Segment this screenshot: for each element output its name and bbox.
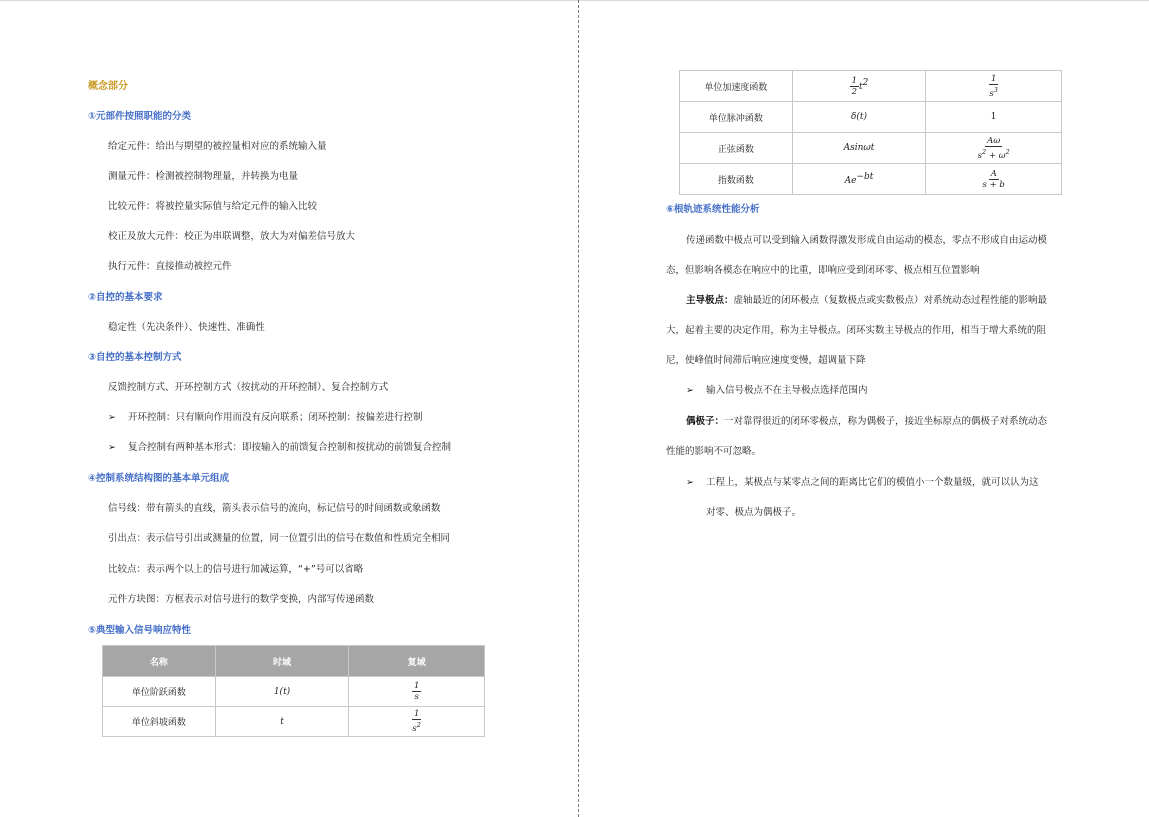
sec1-item: 校正及放大元件：校正为串联调整，放大为对偏差信号放大 — [108, 231, 356, 242]
sec2-text: 稳定性（先决条件）、快速性、准确性 — [108, 322, 265, 333]
heading-sec4: ④控制系统结构图的基本单元组成 — [88, 473, 230, 484]
cell-name: 指数函数 — [680, 164, 793, 195]
table-row — [680, 71, 1062, 102]
section-title: 概念部分 — [88, 81, 128, 92]
sec3-text: 反馈控制方式、开环控制方式（按扰动的开环控制）、复合控制方式 — [108, 382, 389, 393]
para-line: 性能的影响不可忽略。 — [666, 446, 762, 457]
sec1-item: 执行元件：直接推动被控元件 — [108, 261, 232, 272]
para-line: 态，但影响各模态在响应中的比重，即响应受到闭环零、极点相互位置影响 — [666, 265, 980, 276]
heading-sec3: ③自控的基本控制方式 — [88, 352, 182, 363]
page-divider — [578, 0, 579, 817]
table-row — [680, 164, 1062, 195]
table-row — [103, 677, 485, 707]
sec4-item: 元件方块图：方框表示对信号进行的数学变换，内部写传递函数 — [108, 594, 375, 605]
arrow-bullet-icon: ➢ — [108, 442, 116, 453]
dipole-line: 偶极子：一对靠得很近的闭环零极点，称为偶极子，接近坐标原点的偶极子对系统动态 — [686, 416, 1048, 427]
cell-time: t — [215, 707, 349, 737]
heading-sec6: ⑥根轨迹系统性能分析 — [666, 204, 760, 215]
cell-freq — [926, 133, 1062, 164]
para-line: 尼，使峰值时间滞后响应速度变慢，超调量下降 — [666, 355, 866, 366]
fraction: $\frac{1}{s}$ — [413, 681, 420, 702]
cell-time: Asinωt — [792, 133, 926, 164]
para-line: 传递函数中极点可以受到输入函数得激发形成自由运动的模态，零点不形成自由运动模 — [686, 235, 1048, 246]
cell-freq — [349, 707, 485, 737]
cell-name: 单位加速度函数 — [680, 71, 793, 102]
fraction: $\frac{A}{s + b}$ — [982, 168, 1005, 190]
sec4-item: 信号线：带有箭头的直线，箭头表示信号的流向，标记信号的时间函数或象函数 — [108, 503, 441, 514]
heading-sec5: ⑤典型输入信号响应特性 — [88, 625, 192, 636]
cell-name: 正弦函数 — [680, 133, 793, 164]
arrow-bullet-icon: ➢ — [686, 385, 694, 396]
cell-name: 单位脉冲函数 — [680, 102, 793, 133]
dominant-pole-line: 主导极点：虚轴最近的闭环极点（复数极点或实数极点）对系统动态过程性能的影响最 — [686, 295, 1048, 306]
signal-table-part2 — [679, 70, 1062, 195]
cell-name: 单位斜坡函数 — [103, 707, 216, 737]
bullet-line: ➢ 工程上，某极点与某零点之间的距离比它们的模值小一个数量级，就可以认为这 — [686, 477, 1039, 488]
sec3-bullet: ➢ 复合控制有两种基本形式：即按输入的前馈复合控制和按扰动的前馈复合控制 — [108, 442, 452, 453]
dominant-pole-label: 主导极点： — [686, 295, 734, 306]
col-header-name: 名称 — [103, 646, 216, 677]
para-line: 对零、极点为偶极子。 — [706, 507, 802, 518]
cell-time: $Ae^{-bt}$ — [792, 164, 926, 195]
arrow-bullet-icon: ➢ — [686, 477, 694, 488]
fraction: $\frac{A\omega}{s^2 + \omega^2}$ — [977, 135, 1010, 161]
cell-freq — [349, 677, 485, 707]
arrow-bullet-icon: ➢ — [108, 412, 116, 423]
cell-time: δ(t) — [792, 102, 926, 133]
fraction: $\frac{1}{s^2}$ — [412, 709, 421, 734]
cell-freq: 1 — [926, 102, 1062, 133]
col-header-freq: 复域 — [349, 646, 485, 677]
cell-name: 单位阶跃函数 — [103, 677, 216, 707]
sec1-item: 测量元件：检测被控制物理量，并转换为电量 — [108, 171, 299, 182]
para-line: 大，起着主要的决定作用，称为主导极点。闭环实数主导极点的作用，相当于增大系统的阻 — [666, 325, 1047, 336]
cell-freq — [926, 164, 1062, 195]
sec3-bullet: ➢ 开环控制：只有顺向作用而没有反向联系；闭环控制：按偏差进行控制 — [108, 412, 423, 423]
page-top-border — [0, 0, 1149, 1]
sec1-item: 给定元件：给出与期望的被控量相对应的系统输入量 — [108, 141, 327, 152]
table-row — [680, 102, 1062, 133]
cell-time: $\frac{1}{2}$ $t^2$ — [792, 71, 926, 102]
sec1-item: 比较元件：将被控量实际值与给定元件的输入比较 — [108, 201, 318, 212]
heading-sec1: ①元部件按照职能的分类 — [88, 111, 192, 122]
table-row — [103, 707, 485, 737]
dipole-label: 偶极子： — [686, 416, 725, 427]
cell-freq — [926, 71, 1062, 102]
table-header-row — [103, 646, 485, 677]
sec4-item: 比较点：表示两个以上的信号进行加减运算，“+”号可以省略 — [108, 564, 364, 575]
heading-sec2: ②自控的基本要求 — [88, 292, 163, 303]
fraction: $\frac{1}{s^3}$ — [989, 73, 998, 99]
fraction: $\frac{1}{2}$ — [851, 75, 858, 97]
signal-table-part1 — [102, 645, 485, 737]
bullet-line: ➢ 输入信号极点不在主导极点选择范围内 — [686, 385, 868, 396]
col-header-time: 时域 — [215, 646, 349, 677]
cell-time: 1(t) — [215, 677, 349, 707]
table-row — [680, 133, 1062, 164]
sec4-item: 引出点：表示信号引出或测量的位置，同一位置引出的信号在数值和性质完全相同 — [108, 533, 451, 544]
